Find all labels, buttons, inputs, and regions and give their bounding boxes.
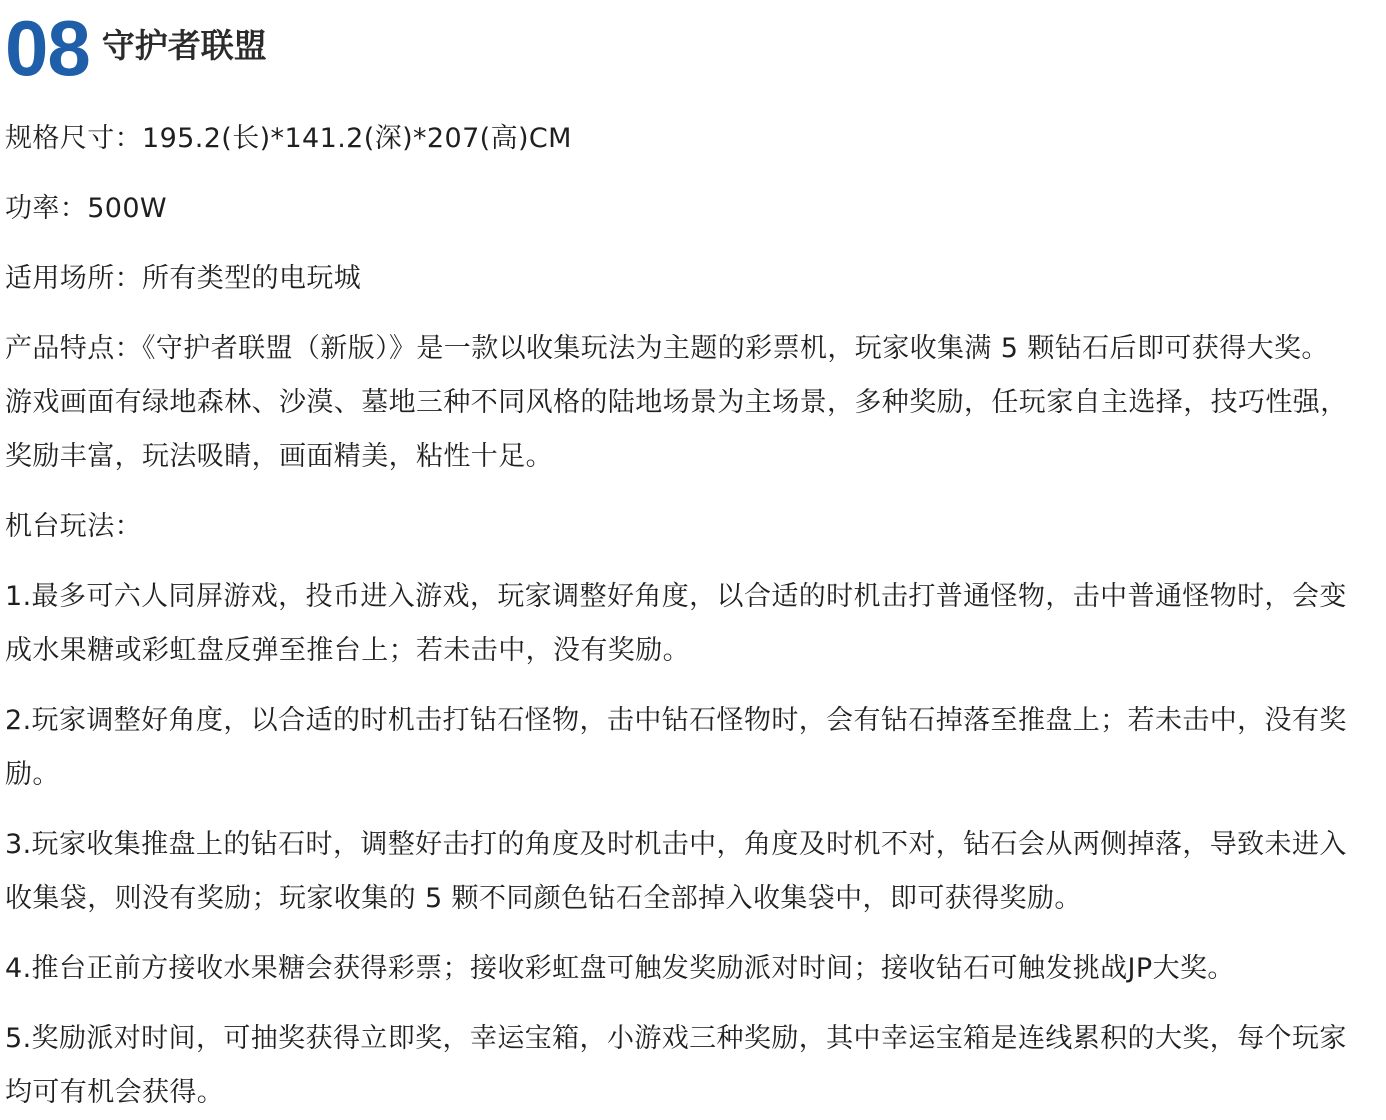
- gameplay-item-5: 5.奖励派对时间，可抽奖获得立即奖，幸运宝箱，小游戏三种奖励，其中幸运宝箱是连线累积的大奖，每个玩家均可有机会获得。: [5, 1023, 1347, 1108]
- spec-size: 规格尺寸：195.2(长)*141.2(深)*207(高)CM: [5, 123, 572, 154]
- gameplay-item-3: 3.玩家收集推盘上的钻石时，调整好击打的角度及时机击中，角度及时机不对，钻石会从两侧掉落，导致未进入收集袋，则没有奖励；玩家收集的 5 颗不同颜色钻石全部掉入收集袋中，即可获得奖励。: [5, 829, 1347, 914]
- gameplay-item-1: 1.最多可六人同屏游戏，投币进入游戏，玩家调整好角度，以合适的时机击打普通怪物，击中普通怪物时，会变成水果糖或彩虹盘反弹至推台上；若未击中，没有奖励。: [5, 581, 1347, 666]
- spec-power: 功率：500W: [5, 193, 168, 224]
- spec-venue: 适用场所：所有类型的电玩城: [5, 263, 362, 294]
- section-title: 守护者联盟: [101, 25, 267, 65]
- gameplay-item-2: 2.玩家调整好角度，以合适的时机击打钻石怪物，击中钻石怪物时，会有钻石掉落至推盘上；若未击中，没有奖励。: [5, 705, 1347, 790]
- section-heading: [5, 0, 1356, 96]
- gameplay-item-4: 4.推台正前方接收水果糖会获得彩票；接收彩虹盘可触发奖励派对时间；接收钻石可触发挑战JP大奖。: [5, 953, 1235, 984]
- section-number: 08: [5, 4, 90, 92]
- product-features: 产品特点：《守护者联盟（新版）》是一款以收集玩法为主题的彩票机，玩家收集满 5 颗钻石后即可获得大奖。游戏画面有绿地森林、沙漠、墓地三种不同风格的陆地场景为主场景，多种奖励，任玩家自主选择，技巧性强，奖励丰富，玩法吸睛，画面精美，粘性十足。: [5, 333, 1348, 472]
- gameplay-heading: 机台玩法：: [5, 511, 142, 542]
